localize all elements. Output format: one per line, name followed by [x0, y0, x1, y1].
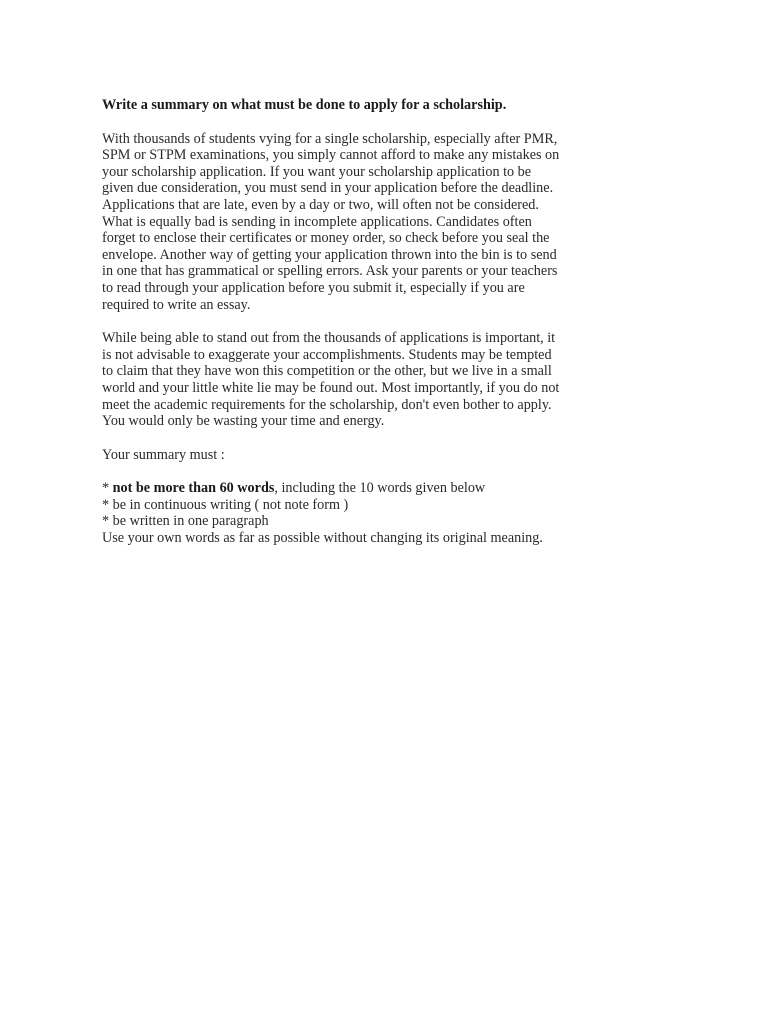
- paragraph-line: given due consideration, you must send in your application before the deadline.: [102, 180, 554, 197]
- document-title: Write a summary on what must be done to apply for a scholarship.: [102, 97, 507, 113]
- paragraph-line: meet the academic requirements for the scholarship, don't even bother to apply.: [102, 396, 552, 413]
- paragraph-line: to claim that they have won this competition or the other, but we live in a small: [102, 363, 552, 380]
- word-limit: not be more than 60 words: [112, 480, 275, 497]
- requirement-bullet: *: [102, 480, 113, 497]
- paragraph-line: your scholarship application. If you want your scholarship application to be: [102, 163, 532, 180]
- paragraph-line: in one that has grammatical or spelling errors. Ask your parents or your teachers: [102, 263, 558, 280]
- requirement-item: * be written in one paragraph: [102, 513, 269, 530]
- paragraph-line: is not advisable to exaggerate your accomplishments. Students may be tempted: [102, 346, 552, 363]
- paragraph-line: While being able to stand out from the thousands of applications is important, it: [102, 330, 556, 347]
- paragraph-line: Applications that are late, even by a day or two, will often not be considered.: [102, 196, 539, 213]
- closing-instruction: Use your own words as far as possible without changing its original meaning.: [102, 530, 543, 547]
- paragraph-line: required to write an essay.: [102, 296, 251, 313]
- paragraph-line: With thousands of students vying for a single scholarship, especially after PMR,: [102, 130, 558, 147]
- document-page: [102, 97, 602, 547]
- paragraph-line: envelope. Another way of getting your application thrown into the bin is to send: [102, 246, 557, 263]
- requirement-item: [102, 480, 602, 497]
- paragraph-line: to read through your application before you submit it, especially if you are: [102, 279, 525, 296]
- paragraph-line: SPM or STPM examinations, you simply cannot afford to make any mistakes on: [102, 147, 560, 164]
- paragraph-line: forget to enclose their certificates or money order, so check before you seal the: [102, 230, 550, 247]
- paragraph-line: world and your little white lie may be found out. Most importantly, if you do not: [102, 379, 560, 396]
- requirement-item: * be in continuous writing ( not note form ): [102, 496, 349, 513]
- paragraph-line: You would only be wasting your time and energy.: [102, 413, 385, 430]
- paragraph-line: What is equally bad is sending in incomplete applications. Candidates often: [102, 213, 532, 230]
- requirements-list: [102, 480, 602, 530]
- paragraph-1: [102, 131, 602, 314]
- requirement-text: , including the 10 words given below: [274, 480, 486, 497]
- paragraph-2: [102, 330, 602, 430]
- summary-lead: Your summary must :: [102, 446, 225, 463]
